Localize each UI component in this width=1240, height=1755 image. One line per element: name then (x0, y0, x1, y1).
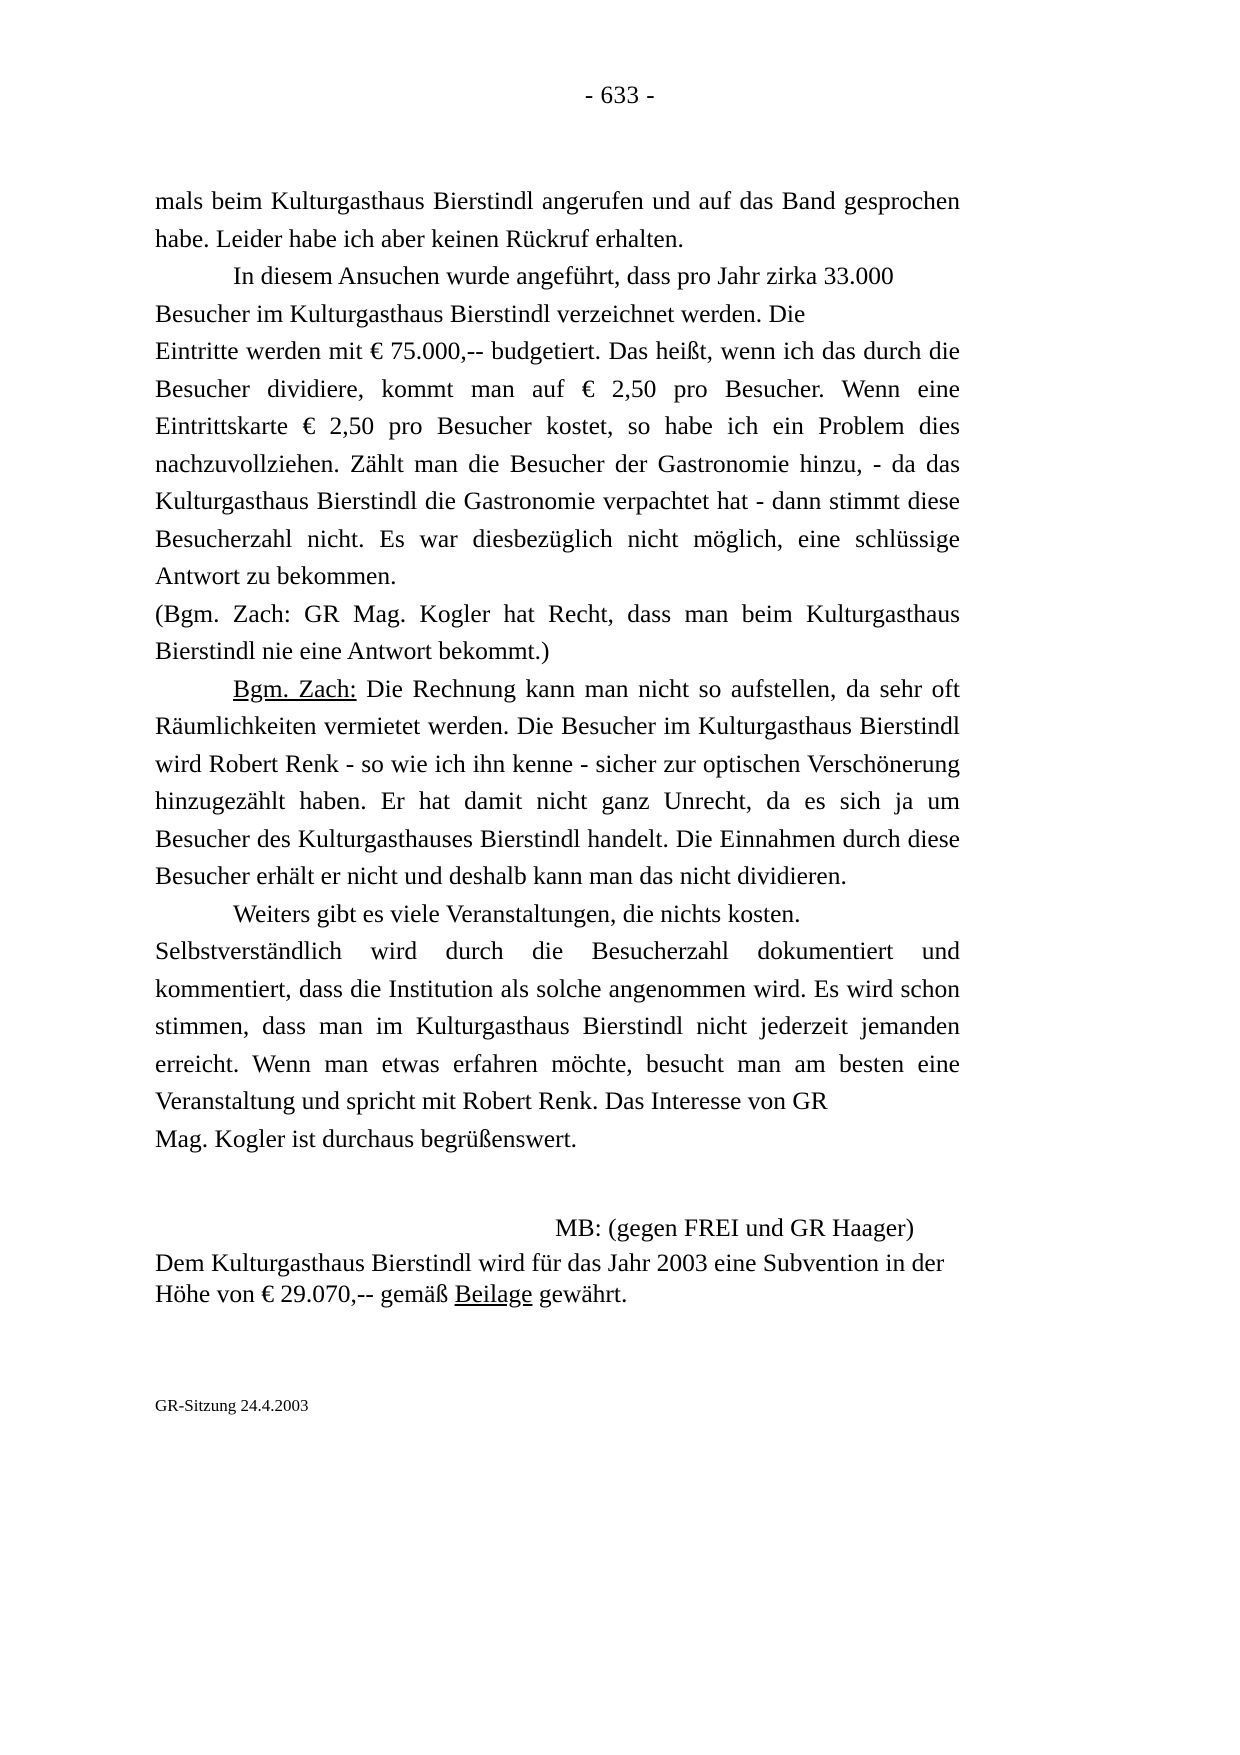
paragraph-ansuchen-line1: In diesem Ansuchen wurde angeführt, dass pro Jahr zirka 33.000 Besucher im Kulturgasthaus Bierstindl verzeichnet werden. Die (155, 261, 894, 328)
document-body (155, 182, 960, 1309)
document-footer: GR-Sitzung 24.4.2003 (155, 1396, 309, 1415)
beilage-link[interactable]: Beilage (454, 1278, 533, 1308)
paragraph-ansuchen-rest: Eintritte werden mit € 75.000,-- budgetiert. Das heißt, wenn ich das durch die Besucher dividiere, kommt man auf € 2,50 pro Besucher. Wenn eine Eintrittskarte € 2,50 pro Besucher kostet, so habe ich ein Problem dies nachzuvollziehen. Zählt man die Besucher der Gastronomie hinzu, - da das Kulturgasthaus Bierstindl die Gastronomie verpachtet hat - dann stimmt diese Besucherzahl nicht. Es war diesbezüglich nicht möglich, eine schlüssige Antwort zu bekommen. (155, 336, 960, 590)
vote-result-line: MB: (gegen FREI und GR Haager) (555, 1213, 915, 1242)
speaker-statement-text: Die Rechnung kann man nicht so aufstellen, da sehr oft Räumlichkeiten vermietet werden. Die Besucher im Kulturgasthaus Bierstindl wird Robert Renk - so wie ich ihn kenne - sicher zur optischen Verschönerung hinzugezählt haben. Er hat damit nicht ganz Unrecht, da es sich ja um Besucher des Kulturgasthauses Bierstindl handelt. Die Einnahmen durch diese Besucher erhält er nicht und deshalb kann man das nicht dividieren. (155, 673, 960, 890)
paragraph-weiters-line1: Weiters gibt es viele Veranstaltungen, die nichts kosten. (233, 898, 801, 928)
paragraph-zach-interjection: (Bgm. Zach: GR Mag. Kogler hat Recht, dass man beim Kulturgasthaus Bierstindl nie eine Antwort bekommt.) (155, 598, 960, 665)
paragraph-weiters-last: Mag. Kogler ist durchaus begrüßenswert. (155, 1123, 578, 1153)
resolution-text (155, 1247, 960, 1309)
resolution-text-part1: Dem Kulturgasthaus Bierstindl wird für das Jahr 2003 eine Subvention in der Höhe von € 29.070,-- gemäß (155, 1247, 945, 1308)
paragraph-weiters-rest: Selbstverständlich wird durch die Besucherzahl dokumentiert und kommentiert, dass die Institution als solche angenommen wird. Es wird schon stimmen, dass man im Kulturgasthaus Bierstindl nicht jederzeit jemanden erreicht. Wenn man etwas erfahren möchte, besucht man am besten eine Veranstaltung und spricht mit Robert Renk. Das Interesse von GR (155, 936, 960, 1115)
page-number: - 633 - (584, 82, 656, 109)
resolution-text-part2: gewährt. (532, 1278, 628, 1308)
speaker-name-zach: Bgm. Zach: (233, 673, 357, 703)
paragraph-continuation: mals beim Kulturgasthaus Bierstindl angerufen und auf das Band gesprochen habe. Leider habe ich aber keinen Rückruf erhalten. (155, 186, 960, 253)
paragraph-zach-statement (155, 670, 960, 895)
vertical-spacer (155, 1157, 960, 1209)
